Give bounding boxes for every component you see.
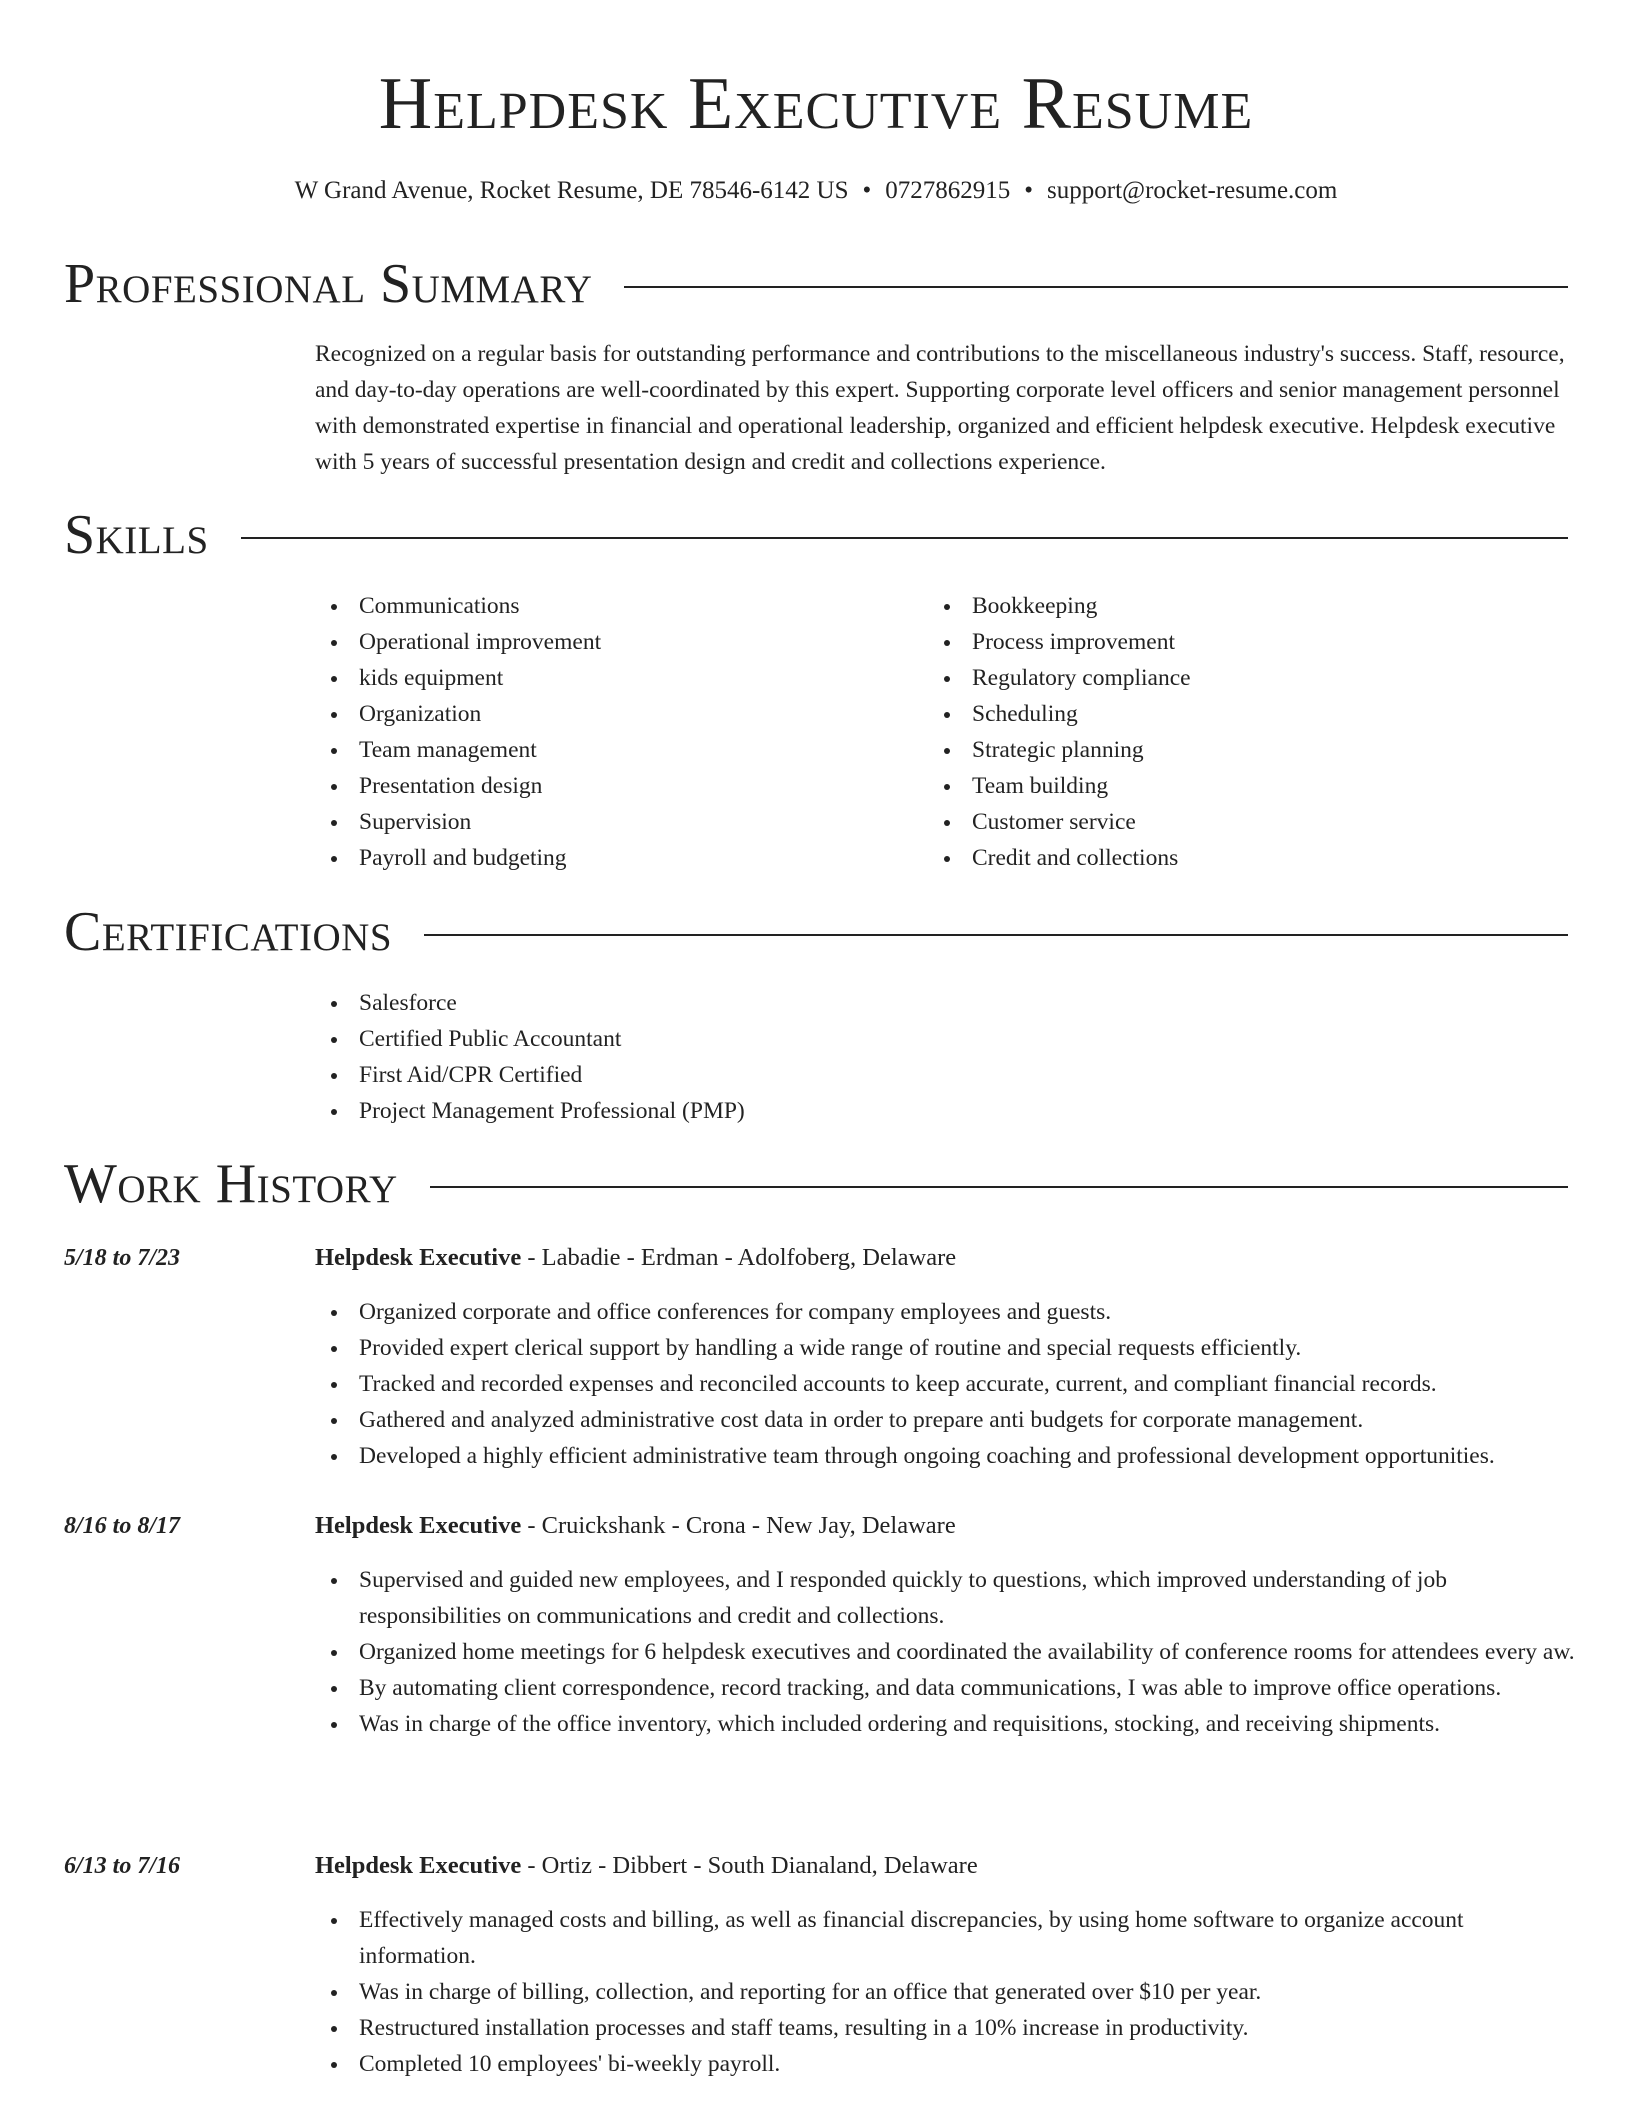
job-bullet: Provided expert clerical support by handling a wide range of routine and special requests efficiently.: [315, 1330, 1575, 1366]
certification-item: Project Management Professional (PMP): [315, 1093, 1315, 1129]
skill-item: Credit and collections: [928, 840, 1528, 876]
certifications-list: [315, 985, 1315, 1129]
job-bullet: Effectively managed costs and billing, as well as financial discrepancies, by using home software to organize account information.: [315, 1902, 1575, 1974]
skill-item: Communications: [315, 588, 915, 624]
skill-item: Operational improvement: [315, 624, 915, 660]
section-header-summary: [64, 252, 1568, 316]
skill-item: Team building: [928, 768, 1528, 804]
section-header-skills: [64, 503, 1568, 567]
contact-separator: •: [1024, 177, 1034, 204]
contact-phone: 0727862915: [885, 177, 1011, 204]
section-divider: [430, 1186, 1568, 1188]
skills-column-right: [928, 588, 1528, 876]
job-bullets: [315, 1562, 1575, 1742]
skill-item: Bookkeeping: [928, 588, 1528, 624]
job-bullet: Developed a highly efficient administrative team through ongoing coaching and professional development opportunities.: [315, 1438, 1575, 1474]
section-title-certifications: Certifications: [64, 901, 393, 963]
skill-item: kids equipment: [315, 660, 915, 696]
job-title-line: [315, 1240, 1565, 1276]
job-bullet: Gathered and analyzed administrative cost data in order to prepare anti budgets for corporate management.: [315, 1402, 1575, 1438]
section-title-work-history: Work History: [64, 1153, 398, 1215]
skill-item: Strategic planning: [928, 732, 1528, 768]
section-title-skills: Skills: [64, 504, 209, 566]
certification-item: Certified Public Accountant: [315, 1021, 1315, 1057]
job-bullet: Completed 10 employees' bi-weekly payroll.: [315, 2046, 1575, 2082]
job-role: Helpdesk Executive: [315, 1244, 522, 1271]
job-bullet: Organized corporate and office conferences for company employees and guests.: [315, 1294, 1575, 1330]
job-role: Helpdesk Executive: [315, 1852, 522, 1879]
skill-item: Supervision: [315, 804, 915, 840]
job-role: Helpdesk Executive: [315, 1512, 522, 1539]
job-bullet-list: [315, 1562, 1575, 1742]
contact-email: support@rocket-resume.com: [1047, 177, 1338, 204]
certification-item: Salesforce: [315, 985, 1315, 1021]
job-title-line: [315, 1848, 1565, 1884]
contact-address: W Grand Avenue, Rocket Resume, DE 78546-6142 US: [294, 177, 849, 204]
skill-item: Customer service: [928, 804, 1528, 840]
skills-list-right: [928, 588, 1528, 876]
job-company: - Labadie - Erdman - Adolfoberg, Delaware: [521, 1244, 957, 1271]
job-company: - Cruickshank - Crona - New Jay, Delaware: [521, 1512, 956, 1539]
job-bullet: Organized home meetings for 6 helpdesk executives and coordinated the availability of conference rooms for attendees every aw.: [315, 1634, 1575, 1670]
job-dates: 5/18 to 7/23: [64, 1245, 181, 1271]
job-bullet: By automating client correspondence, record tracking, and data communications, I was able to improve office operations.: [315, 1670, 1575, 1706]
job-bullet: Supervised and guided new employees, and I responded quickly to questions, which improved understanding of job responsibilities on communications and credit and collections.: [315, 1562, 1575, 1634]
job-company: - Ortiz - Dibbert - South Dianaland, Delaware: [521, 1852, 978, 1879]
job-bullets: [315, 1294, 1575, 1474]
contact-separator: •: [862, 177, 872, 204]
summary-text: Recognized on a regular basis for outstanding performance and contributions to the miscellaneous industry's success. Staff, resource, and day-to-day operations are well-coordinated by this expert. Supporting corporate level officers and senior management personnel with demonstrated expertise in financial and operational leadership, organized and efficient helpdesk executive. Helpdesk executive with 5 years of successful presentation design and credit and collections experience.: [315, 341, 1565, 475]
job-bullet: Was in charge of billing, collection, and reporting for an office that generated over $10 per year.: [315, 1974, 1575, 2010]
skills-column-left: [315, 588, 915, 876]
section-divider: [624, 286, 1568, 288]
skills-list-left: [315, 588, 915, 876]
skill-item: Regulatory compliance: [928, 660, 1528, 696]
section-title-summary: Professional Summary: [64, 253, 593, 315]
contact-line: [0, 174, 1632, 208]
job-dates: 6/13 to 7/16: [64, 1853, 181, 1879]
job-bullet-list: [315, 1294, 1575, 1474]
job-bullet: Tracked and recorded expenses and reconciled accounts to keep accurate, current, and compliant financial records.: [315, 1366, 1575, 1402]
job-bullet: Was in charge of the office inventory, which included ordering and requisitions, stocking, and receiving shipments.: [315, 1706, 1575, 1742]
section-header-certifications: [64, 900, 1568, 964]
skill-item: Scheduling: [928, 696, 1528, 732]
job-title-line: [315, 1508, 1565, 1544]
section-header-work-history: [64, 1152, 1568, 1216]
job-bullet-list: [315, 1902, 1575, 2082]
skill-item: Team management: [315, 732, 915, 768]
skill-item: Process improvement: [928, 624, 1528, 660]
skill-item: Presentation design: [315, 768, 915, 804]
skill-item: Payroll and budgeting: [315, 840, 915, 876]
section-divider: [241, 537, 1568, 539]
job-bullets: [315, 1902, 1575, 2082]
certification-item: First Aid/CPR Certified: [315, 1057, 1315, 1093]
skill-item: Organization: [315, 696, 915, 732]
job-dates: 8/16 to 8/17: [64, 1513, 181, 1539]
resume-title: Helpdesk Executive Resume: [378, 63, 1254, 145]
section-divider: [424, 934, 1568, 936]
job-bullet: Restructured installation processes and staff teams, resulting in a 10% increase in productivity.: [315, 2010, 1575, 2046]
certifications-column: [315, 985, 1315, 1129]
